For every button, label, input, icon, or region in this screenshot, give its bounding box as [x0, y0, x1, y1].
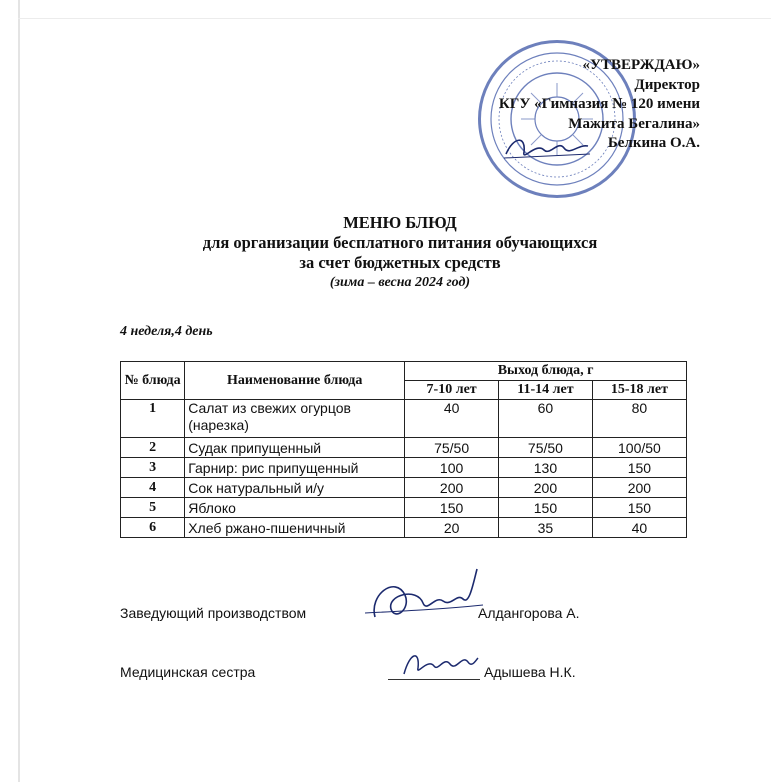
title-funding: за счет бюджетных средств	[299, 253, 501, 272]
output-7-10: 200	[405, 478, 499, 498]
dish-name: Судак припущенный	[185, 438, 405, 458]
table-row	[121, 498, 687, 518]
output-11-14: 35	[499, 518, 593, 538]
dish-name: Сок натуральный и/у	[185, 478, 405, 498]
output-7-10: 100	[405, 458, 499, 478]
output-15-18: 80	[592, 400, 686, 438]
output-11-14: 130	[499, 458, 593, 478]
approval-heading: «УТВЕРЖДАЮ»	[582, 57, 700, 73]
output-11-14: 75/50	[499, 438, 593, 458]
approval-block	[499, 56, 700, 154]
header-output: Выход блюда, г	[405, 362, 687, 381]
dish-number: 2	[121, 438, 185, 458]
approval-organization-name: Мажита Бегалина»	[568, 115, 700, 132]
output-7-10: 150	[405, 498, 499, 518]
dish-name: Яблоко	[185, 498, 405, 518]
page-top-edge	[18, 18, 771, 19]
approval-director-name: Белкина О.А.	[607, 135, 700, 151]
table-row	[121, 518, 687, 538]
dish-name: Хлеб ржано-пшеничный	[185, 518, 405, 538]
output-15-18: 150	[592, 458, 686, 478]
title-menu: МЕНЮ БЛЮД	[343, 213, 457, 232]
header-age-11-14: 11-14 лет	[499, 381, 593, 400]
output-15-18: 200	[592, 478, 686, 498]
dish-number: 3	[121, 458, 185, 478]
menu-table	[120, 361, 687, 538]
page-edge	[18, 0, 20, 782]
table-row	[121, 438, 687, 458]
header-dish-number: № блюда	[121, 362, 185, 400]
header-dish-name: Наименование блюда	[185, 362, 405, 400]
output-15-18: 150	[592, 498, 686, 518]
output-7-10: 75/50	[405, 438, 499, 458]
approval-position: Директор	[634, 76, 700, 93]
dish-number: 5	[121, 498, 185, 518]
table-row	[121, 400, 687, 438]
dish-name: Салат из свежих огурцов (нарезка)	[185, 400, 405, 438]
dish-number: 1	[121, 400, 185, 438]
header-age-7-10: 7-10 лет	[405, 381, 499, 400]
title-purpose: для организации бесплатного питания обучающихся	[202, 233, 598, 252]
nurse-name: Адышева Н.К.	[484, 664, 576, 680]
output-11-14: 60	[499, 400, 593, 438]
document-title	[100, 213, 700, 292]
production-manager-signature	[365, 565, 485, 630]
output-15-18: 40	[592, 518, 686, 538]
week-day-label: 4 неделя,4 день	[120, 324, 213, 339]
output-11-14: 200	[499, 478, 593, 498]
production-manager-role: Заведующий производством	[120, 605, 307, 621]
dish-number: 6	[121, 518, 185, 538]
output-15-18: 100/50	[592, 438, 686, 458]
output-7-10: 40	[405, 400, 499, 438]
table-row	[121, 458, 687, 478]
table-row	[121, 478, 687, 498]
header-age-15-18: 15-18 лет	[592, 381, 686, 400]
output-11-14: 150	[499, 498, 593, 518]
production-manager-name: Алдангорова А.	[478, 605, 580, 621]
output-7-10: 20	[405, 518, 499, 538]
dish-name: Гарнир: рис припущенный	[185, 458, 405, 478]
title-season: (зима – весна 2024 год)	[329, 275, 471, 290]
nurse-signature	[400, 646, 480, 680]
approval-organization: КГУ «Гимназия № 120 имени	[498, 96, 700, 112]
nurse-role: Медицинская сестра	[120, 664, 256, 680]
dish-number: 4	[121, 478, 185, 498]
